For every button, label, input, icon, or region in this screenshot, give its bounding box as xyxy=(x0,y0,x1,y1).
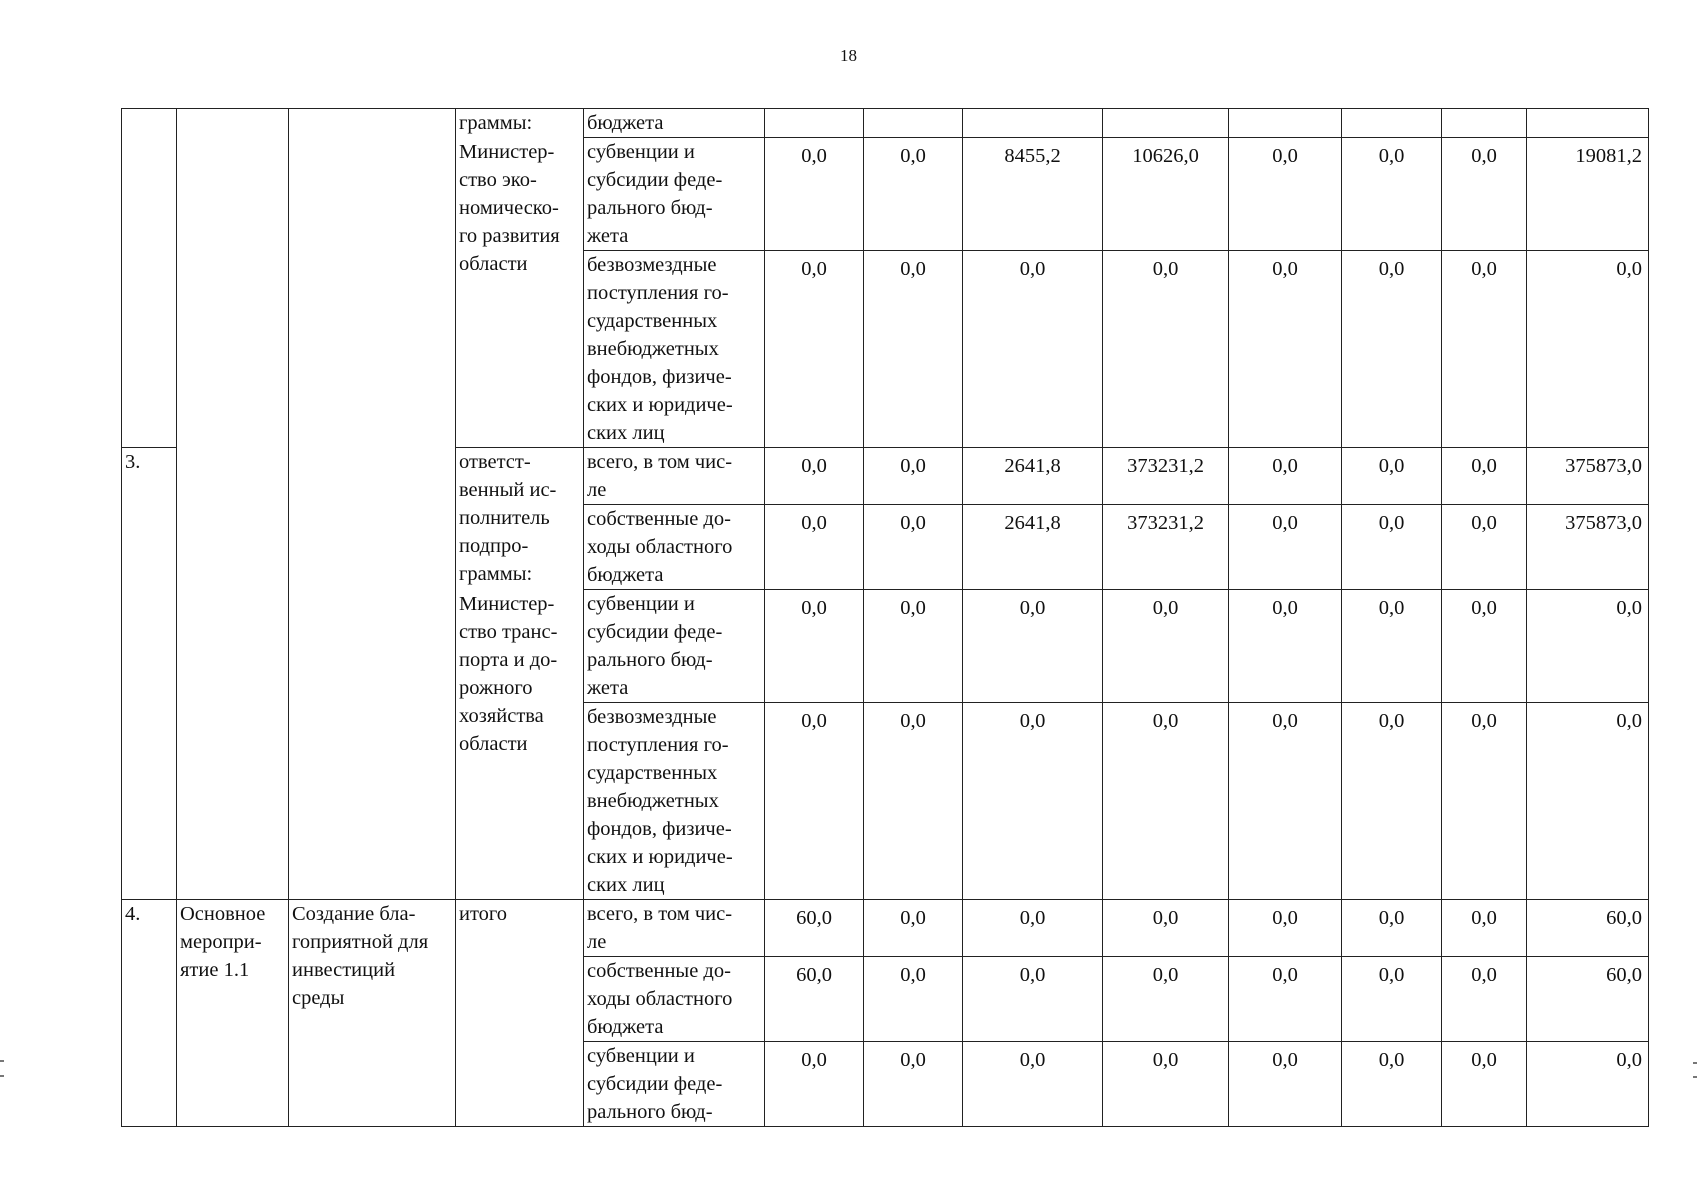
value-cell: 373231,2 xyxy=(1103,505,1229,590)
value-cell: 0,0 xyxy=(1229,703,1342,900)
value-cell: 0,0 xyxy=(1442,251,1527,448)
value-cell: 0,0 xyxy=(1229,957,1342,1042)
scan-margin-mark xyxy=(1693,1062,1697,1064)
budget-table xyxy=(121,108,1649,1127)
value-cell: 19081,2 xyxy=(1527,138,1649,251)
value-cell: 0,0 xyxy=(864,1042,963,1127)
value-cell: 0,0 xyxy=(1103,957,1229,1042)
funding-source-cell: бюджета xyxy=(584,109,765,138)
value-cell: 0,0 xyxy=(1527,251,1649,448)
funding-source-cell: безвозмездные поступления го- сударственных внебюджетных фондов, физиче- ских и юридиче- ских лиц xyxy=(584,703,765,900)
table-row xyxy=(122,109,1649,138)
value-cell: 60,0 xyxy=(765,900,864,957)
value-cell: 0,0 xyxy=(1342,1042,1442,1127)
value-cell: 0,0 xyxy=(765,590,864,703)
row-number-cell: 3. xyxy=(122,448,177,900)
value-cell xyxy=(1229,109,1342,138)
value-cell: 375873,0 xyxy=(1527,448,1649,505)
funding-source-cell: всего, в том чис- ле xyxy=(584,900,765,957)
value-cell: 0,0 xyxy=(864,590,963,703)
value-cell: 0,0 xyxy=(1442,703,1527,900)
scan-margin-mark xyxy=(0,1060,4,1062)
value-cell: 0,0 xyxy=(963,590,1103,703)
scan-margin-mark xyxy=(0,1075,4,1077)
measure-cell xyxy=(177,109,289,900)
value-cell: 0,0 xyxy=(1229,505,1342,590)
row-number-cell xyxy=(122,109,177,448)
value-cell: 0,0 xyxy=(1442,138,1527,251)
executor-cell: граммы: xyxy=(456,109,584,138)
value-cell xyxy=(765,109,864,138)
value-cell xyxy=(1342,109,1442,138)
value-cell: 0,0 xyxy=(1442,590,1527,703)
value-cell xyxy=(1527,109,1649,138)
value-cell: 0,0 xyxy=(963,703,1103,900)
value-cell: 0,0 xyxy=(765,505,864,590)
value-cell: 0,0 xyxy=(864,138,963,251)
value-cell: 0,0 xyxy=(1229,1042,1342,1127)
value-cell: 0,0 xyxy=(1103,251,1229,448)
value-cell: 0,0 xyxy=(765,251,864,448)
value-cell: 0,0 xyxy=(1342,900,1442,957)
value-cell: 0,0 xyxy=(1103,590,1229,703)
value-cell: 0,0 xyxy=(864,900,963,957)
value-cell: 0,0 xyxy=(1442,900,1527,957)
value-cell: 0,0 xyxy=(1229,900,1342,957)
value-cell: 0,0 xyxy=(864,448,963,505)
value-cell: 2641,8 xyxy=(963,505,1103,590)
value-cell: 0,0 xyxy=(864,251,963,448)
funding-source-cell: всего, в том чис- ле xyxy=(584,448,765,505)
value-cell: 0,0 xyxy=(1229,590,1342,703)
title-cell xyxy=(289,109,456,900)
value-cell: 60,0 xyxy=(765,957,864,1042)
value-cell: 0,0 xyxy=(1342,703,1442,900)
value-cell: 0,0 xyxy=(963,1042,1103,1127)
value-cell: 0,0 xyxy=(963,957,1103,1042)
value-cell: 60,0 xyxy=(1527,957,1649,1042)
value-cell: 0,0 xyxy=(1527,703,1649,900)
value-cell: 0,0 xyxy=(1103,703,1229,900)
value-cell: 0,0 xyxy=(864,505,963,590)
value-cell: 0,0 xyxy=(1229,448,1342,505)
executor-cell: Министер- ство эко- номическо- го развития области xyxy=(456,138,584,448)
value-cell: 0,0 xyxy=(1442,1042,1527,1127)
funding-source-cell: субвенции и субсидии феде- рального бюд- жета xyxy=(584,138,765,251)
value-cell: 0,0 xyxy=(1229,251,1342,448)
value-cell: 0,0 xyxy=(864,703,963,900)
value-cell: 0,0 xyxy=(765,703,864,900)
value-cell: 0,0 xyxy=(1527,590,1649,703)
value-cell xyxy=(864,109,963,138)
table-row xyxy=(122,900,1649,957)
value-cell: 0,0 xyxy=(1342,448,1442,505)
value-cell: 0,0 xyxy=(1229,138,1342,251)
funding-source-cell: собственные до- ходы областного бюджета xyxy=(584,957,765,1042)
value-cell: 0,0 xyxy=(1442,448,1527,505)
measure-cell: Основное меропри- ятие 1.1 xyxy=(177,900,289,1127)
row-number-cell: 4. xyxy=(122,900,177,1127)
value-cell: 0,0 xyxy=(963,251,1103,448)
value-cell: 375873,0 xyxy=(1527,505,1649,590)
funding-source-cell: собственные до- ходы областного бюджета xyxy=(584,505,765,590)
value-cell: 0,0 xyxy=(864,957,963,1042)
value-cell: 0,0 xyxy=(765,448,864,505)
value-cell: 0,0 xyxy=(1442,505,1527,590)
executor-cell: итого xyxy=(456,900,584,1127)
funding-source-cell: безвозмездные поступления го- сударственных внебюджетных фондов, физиче- ских и юридиче- ских лиц xyxy=(584,251,765,448)
funding-source-cell: субвенции и субсидии феде- рального бюд- xyxy=(584,1042,765,1127)
value-cell: 0,0 xyxy=(1442,957,1527,1042)
value-cell: 373231,2 xyxy=(1103,448,1229,505)
value-cell: 0,0 xyxy=(1103,1042,1229,1127)
value-cell: 10626,0 xyxy=(1103,138,1229,251)
value-cell: 0,0 xyxy=(765,1042,864,1127)
value-cell: 8455,2 xyxy=(963,138,1103,251)
value-cell: 60,0 xyxy=(1527,900,1649,957)
value-cell xyxy=(1103,109,1229,138)
value-cell: 0,0 xyxy=(765,138,864,251)
page-number: 18 xyxy=(840,46,857,65)
value-cell: 0,0 xyxy=(963,900,1103,957)
value-cell: 0,0 xyxy=(1342,505,1442,590)
value-cell: 0,0 xyxy=(1527,1042,1649,1127)
scan-margin-mark xyxy=(1693,1076,1697,1078)
title-cell: Создание бла- гоприятной для инвестиций среды xyxy=(289,900,456,1127)
executor-cell: ответст- венный ис- полнитель подпро- граммы: xyxy=(456,448,584,590)
value-cell: 0,0 xyxy=(1342,251,1442,448)
value-cell xyxy=(963,109,1103,138)
funding-source-cell: субвенции и субсидии феде- рального бюд- жета xyxy=(584,590,765,703)
value-cell: 0,0 xyxy=(1103,900,1229,957)
value-cell: 0,0 xyxy=(1342,957,1442,1042)
value-cell xyxy=(1442,109,1527,138)
value-cell: 2641,8 xyxy=(963,448,1103,505)
executor-cell: Министер- ство транс- порта и до- рожного хозяйства области xyxy=(456,590,584,900)
value-cell: 0,0 xyxy=(1342,138,1442,251)
value-cell: 0,0 xyxy=(1342,590,1442,703)
